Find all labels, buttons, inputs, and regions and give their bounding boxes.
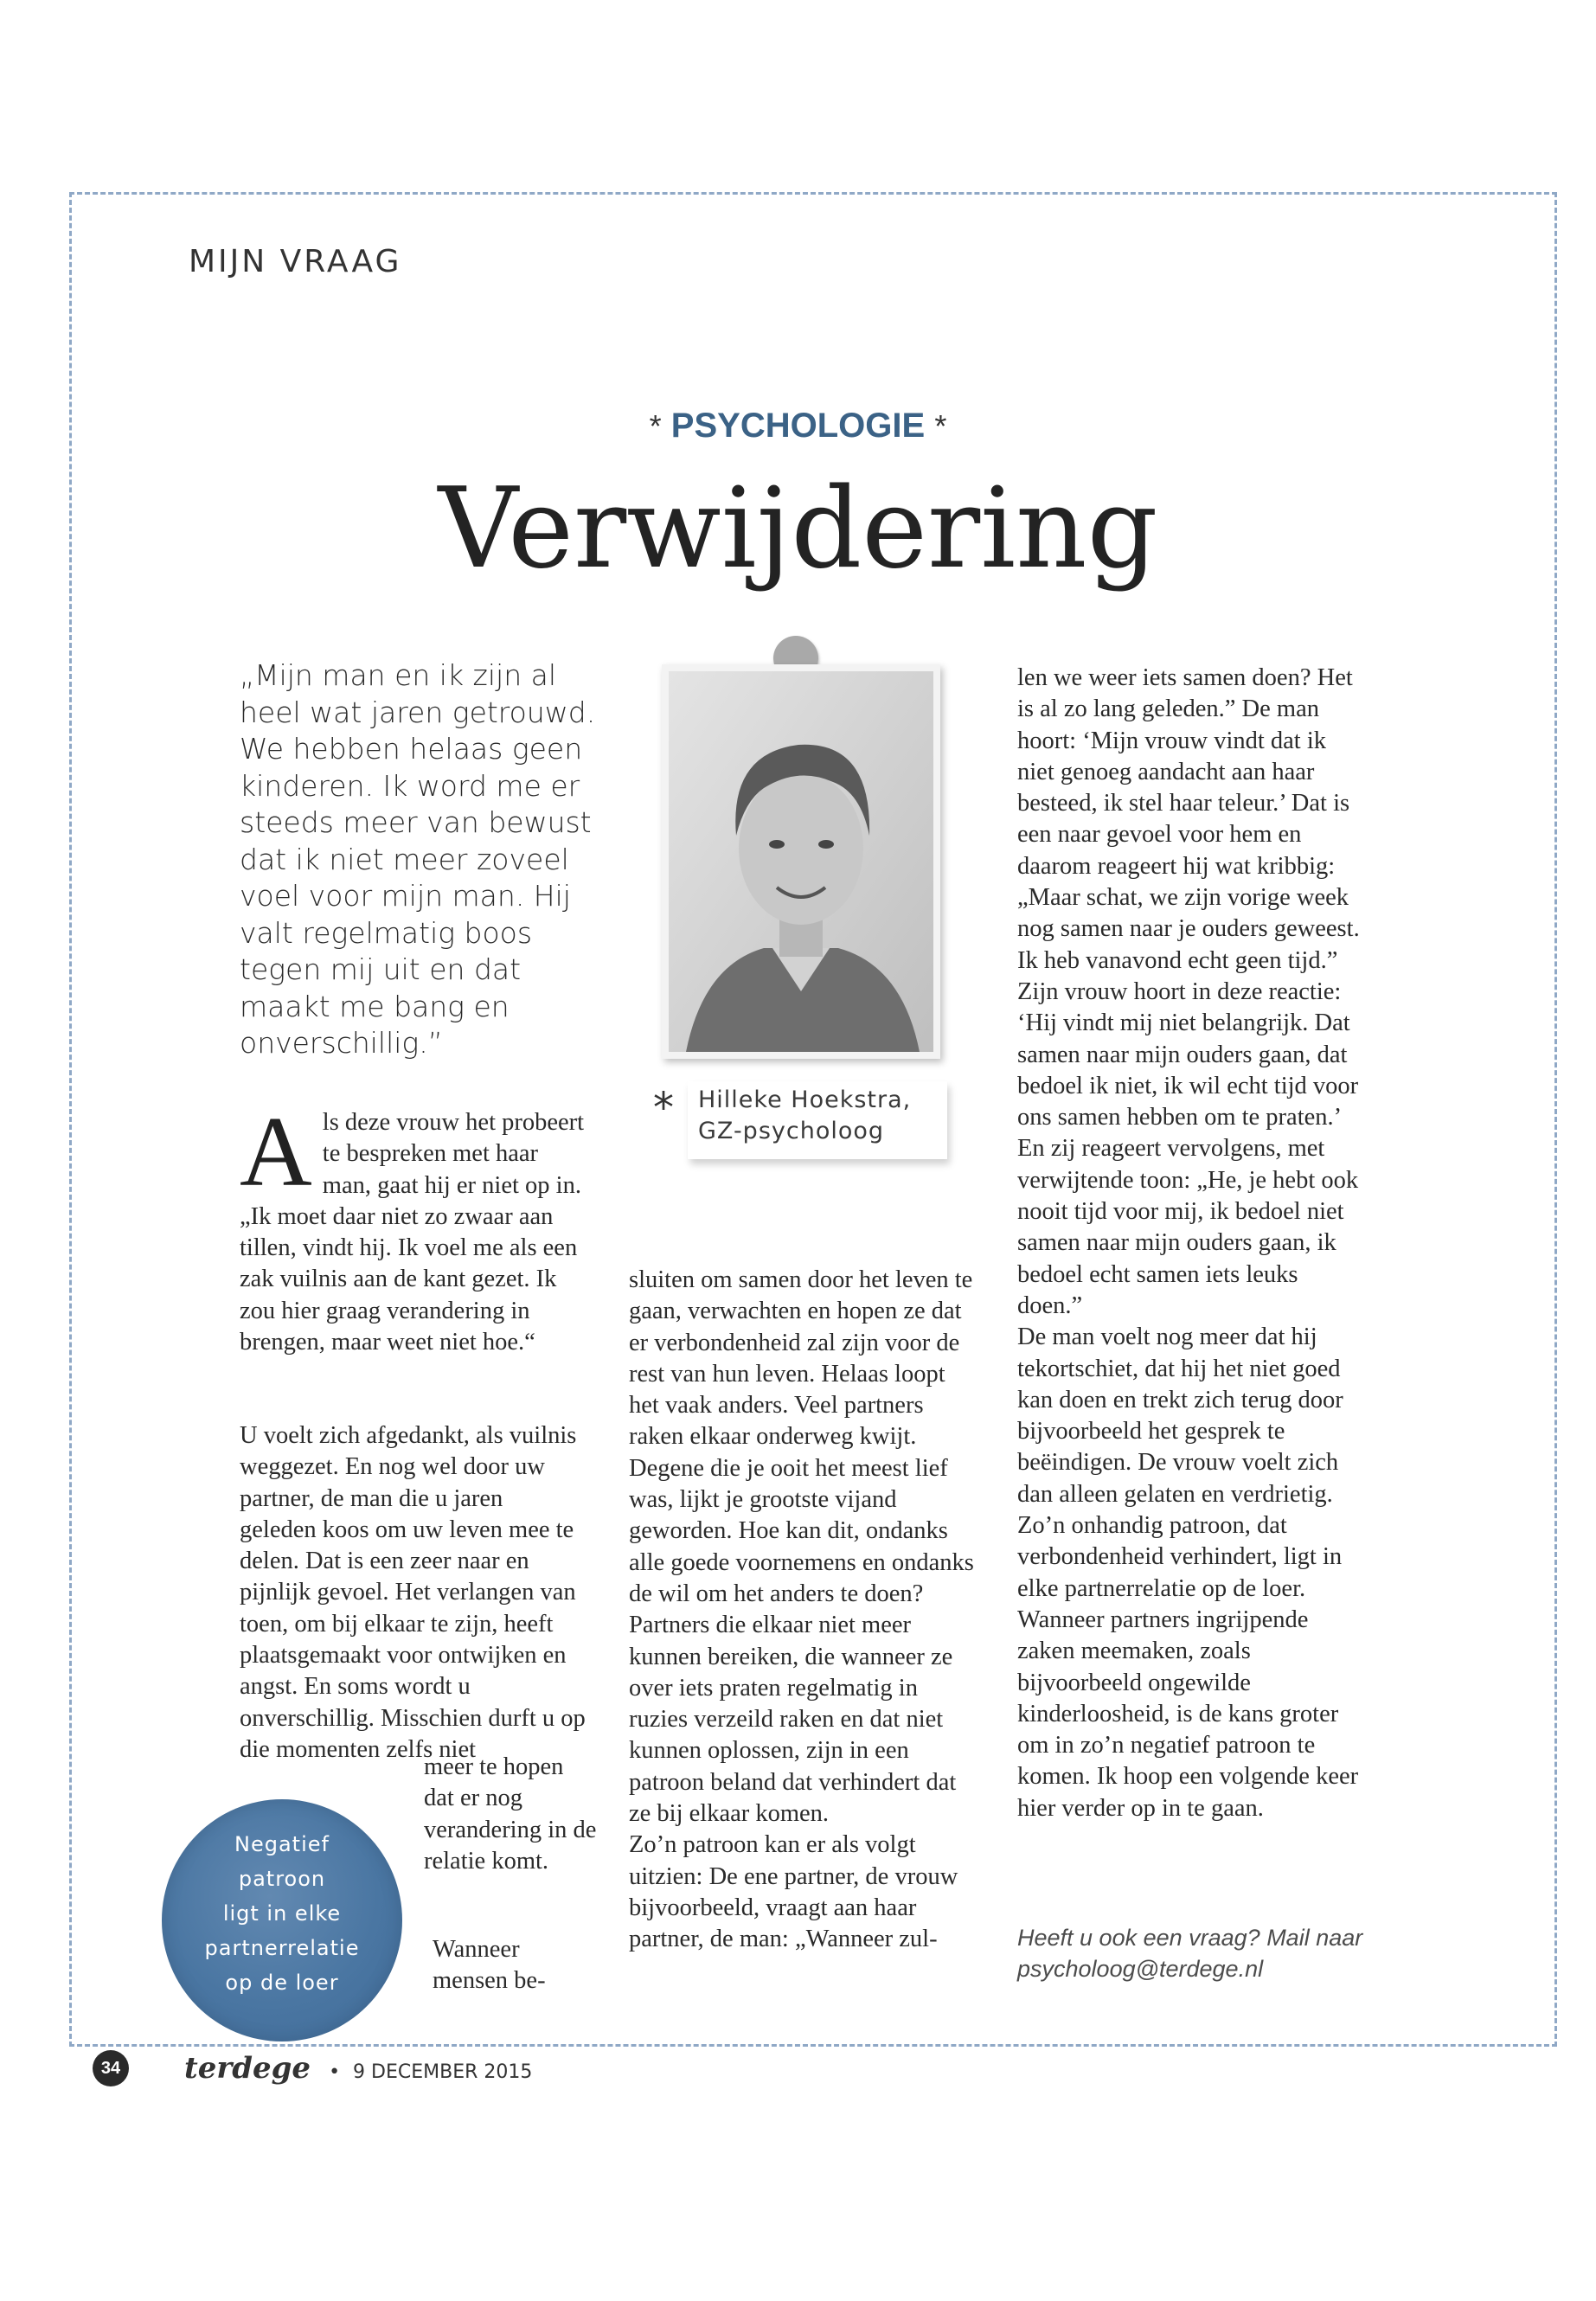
- paragraph: Zo’n patroon kan er als volgt uitzien: De ene partner, de vrouw bijvoorbeeld, vraagt aan haar partner, de man: „Wanneer zul-: [629, 1831, 958, 1953]
- footer: [184, 2050, 532, 2091]
- issue-date: 9 DECEMBER 2015: [353, 2061, 533, 2083]
- badge-line: partnerrelatie: [204, 1936, 360, 1960]
- column-2: [629, 1265, 975, 1956]
- star-icon: *: [649, 408, 662, 444]
- badge-line: patroon: [238, 1867, 326, 1891]
- star-icon: *: [934, 408, 947, 444]
- paragraph: Partners die elkaar niet meer kunnen bereiken, die wanneer ze over iets praten regelmatig in ruzies verzeild raken en dat niet kunnen oplossen, zijn in een patroon beland dat verhindert dat ze bij elkaar komen.: [629, 1612, 957, 1828]
- paragraph: ls deze vrouw het probeert te bespreken met haar man, gaat hij er niet op in. „Ik moet daar niet zo zwaar aan tillen, vindt hij. Ik voel me als een zak vuilnis aan de kant gezet. Ik zou hier graag verandering in brengen, maar weet niet hoe.“: [240, 1109, 585, 1356]
- column-3: [1017, 663, 1363, 1824]
- caption-role: GZ-psycholoog: [698, 1118, 885, 1144]
- pull-quote-badge: [162, 1799, 402, 2041]
- section-label: MIJN VRAAG: [189, 244, 402, 279]
- paragraph: Zo’n onhandig patroon, dat verbondenheid verhindert, ligt in elke partnerrelatie op de loer. Wanneer partners ingrijpende zaken meemaken, zoals bijvoorbeeld ongewilde kinderloosheid, is de kans groter om in zo’n negatief patroon te komen. Ik hoop een volgende keer hier verder op in te gaan.: [1017, 1512, 1359, 1822]
- kicker-label: PSYCHOLOGIE: [670, 407, 926, 445]
- drop-cap: A: [240, 1097, 312, 1208]
- paragraph: sluiten om samen door het leven te gaan, verwachten en hopen ze dat er verbondenheid zal zijn voor de rest van hun leven. Helaas loopt het vaak anders. Veel partners raken elkaar onderweg kwijt. Degene die je ooit het meest lief was, lijkt je grootste vijand geworden. Hoe kan dit, ondanks alle goede voornemens en ondanks de wil om het anders te doen?: [629, 1266, 974, 1607]
- caption-name: Hilleke Hoekstra,: [698, 1086, 912, 1113]
- paragraph: De man voelt nog meer dat hij tekortschiet, dat hij het niet goed kan doen en trekt zich terug door bijvoorbeeld het gesprek te beëindigen. De vrouw voelt zich dan alleen gelaten en verdrietig.: [1017, 1324, 1343, 1508]
- author-photo: [662, 664, 940, 1059]
- column-1-bottom: [433, 1934, 597, 1997]
- badge-line: ligt in elke: [222, 1901, 342, 1926]
- article-title: Verwijdering: [438, 465, 1158, 593]
- star-icon: *: [653, 1084, 674, 1132]
- kicker: [0, 407, 1596, 445]
- column-1-middle: [240, 1420, 586, 1766]
- badge-line: Negatief: [234, 1832, 330, 1856]
- paragraph: U voelt zich afgedankt, als vuilnis weggezet. En nog wel door uw partner, de man die u jaren geleden koos om uw leven mee te delen. Dat is een zeer naar en pijnlijk gevoel. Het verlangen van toen, om bij elkaar te zijn, heeft plaatsgemaakt voor ontwijken en angst. En soms wordt u onverschillig. Misschien durft u op die momenten zelfs niet: [240, 1422, 586, 1763]
- paragraph: Wanneer mensen be-: [433, 1936, 546, 1995]
- paragraph: len we weer iets samen doen? Het is al zo lang geleden.” De man hoort: ‘Mijn vrouw vindt dat ik niet genoeg aandacht aan haar besteed, ik stel haar teleur.’ Dat is een naar gevoel voor hem en daarom reageert hij wat kribbig: „Maar schat, we zijn vorige week nog samen naar je ouders geweest. Ik heb vanavond echt geen tijd.” Zijn vrouw hoort in deze reactie: ‘Hij vindt mij niet belangrijk. Dat samen naar mijn ouders gaan, dat bedoel ik niet, ik wil echt tijd voor ons samen hebben om te praten.’ En zij reageert vervolgens, met verwijtende toon: „He, je hebt ook nooit tijd voor mij, ik bedoel niet samen naar mijn ouders gaan, ik bedoel echt samen iets leuks doen.”: [1017, 664, 1360, 1319]
- page-number: 34: [93, 2050, 129, 2086]
- separator: •: [329, 2061, 341, 2083]
- contact-note: [1017, 1922, 1381, 1984]
- paragraph: meer te hopen dat er nog verandering in de relatie komt.: [424, 1753, 597, 1875]
- contact-email-link[interactable]: psycholoog@terdege.nl: [1017, 1956, 1264, 1982]
- magazine-logo: terdege: [184, 2051, 311, 2086]
- photo-caption: [688, 1081, 947, 1159]
- intro-quote: „Mijn man en ik zijn al heel wat jaren getrouwd. We hebben helaas geen kinderen. Ik word me er steeds meer van bewust dat ik niet meer zoveel voel voor mijn man. Hij valt regelmatig boos tegen mij uit en dat maakt me bang en onverschillig.”: [240, 658, 596, 1060]
- badge-line: op de loer: [225, 1971, 339, 1995]
- author-portrait-image: [669, 671, 933, 1052]
- contact-prompt: Heeft u ook een vraag? Mail naar: [1017, 1925, 1363, 1951]
- column-1-wrap: [424, 1752, 597, 1877]
- column-1-top: [240, 1097, 586, 1358]
